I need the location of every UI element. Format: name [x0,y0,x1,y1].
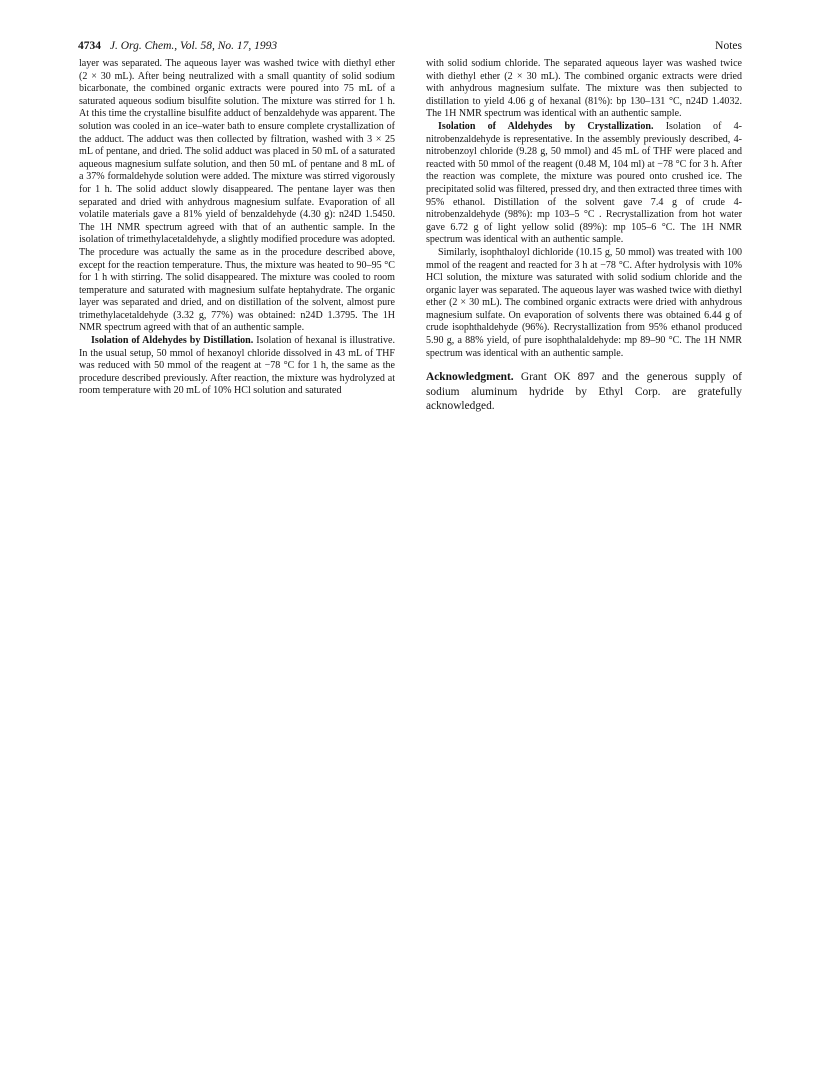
right-column [426,58,742,413]
paragraph-crystallization-body: Isolation of 4-nitrobenzaldehyde is representative. In the assembly previously described, 4-nitrobenzoyl chloride (9.28 g, 50 mmol) and 45 mL of THF were placed and reacted with 50 mmol of the reagent (0.48 M, 104 ml) at −78 °C for 3 h. After the reaction was complete, the mixture was poured onto crushed ice. The precipitated solid was filtered, pressed dry, and then extracted three times with 95% ethanol. Distillation of the solvent gave 7.4 g of crude 4-nitrobenzaldehyde (98%): mp 103–5 °C . Recrystallization from hot water gave 6.72 g of light yellow solid (89%): mp 105–6 °C. The 1H NMR spectrum was identical with an authentic sample. [426,120,743,246]
section-heading-crystallization: Isolation of Aldehydes by Crystallization. [438,120,654,132]
paragraph-benzaldehyde-isolation: layer was separated. The aqueous layer was washed twice with diethyl ether (2 × 30 mL). After being neutralized with a small quantity of solid sodium bicarbonate, the combined organic extracts were poured into 75 mL of a saturated aqueous sodium bisulfite solution. The mixture was stirred for 1 h. At this time the crystalline bisulfite adduct of benzaldehyde was apparent. The solution was cooled in an ice–water bath to ensure complete crystallization of the adduct. The adduct was then collected by filtration, washed with 3 × 25 mL of pentane, and dried. The solid adduct was placed in 50 mL of a saturated aqueous magnesium sulfate solution, and then 50 mL of pentane and 8 mL of a 37% formaldehyde solution were added. The mixture was stirred vigorously for 1 h. The solid adduct slowly disappeared. The pentane layer was then separated and dried with anhydrous magnesium sulfate. Evaporation of all volatile materials gave a 81% yield of benzaldehyde (4.30 g): n24D 1.5450. The 1H NMR spectrum agreed with that of an authentic sample. In the isolation of trimethylacetaldehyde, a slightly modified procedure was adopted. The procedure was actually the same as in the procedure described above, except for the reaction temperature. Thus, the mixture was heated to 90–95 °C for 1 h with stirring. The solid disappeared. The mixture was cooled to room temperature and saturated with magnesium sulfate heptahydrate. The organic layer was separated and dried, and on distillation of the solvent, almost pure trimethylacetaldehyde (3.32 g, 77%) was obtained: n24D 1.3795. The 1H NMR spectrum agreed with that of an authentic sample. [79,58,395,334]
acknowledgment-heading: Acknowledgment. [426,371,514,384]
section-heading-distillation: Isolation of Aldehydes by Distillation. [91,335,254,347]
paragraph-isophthalaldehyde: Similarly, isophthaloyl dichloride (10.15 g, 50 mmol) was treated with 100 mmol of the reagent and reacted for 3 h at −78 °C. After hydrolysis with 10% HCl solution, the mixture was saturated with solid sodium chloride and the organic layer was separated. The aqueous layer was washed twice with diethyl ether (2 × 30 mL). The combined organic extracts were dried with anhydrous magnesium sulfate. On evaporation of solvents there was obtained 6.44 g of crude isophthaldehyde (96%). Recrystallization from 95% ethanol produced 5.90 g, a 88% yield, of pure isophthalaldehyde: mp 89–90 °C. The 1H NMR spectrum was identical with an authentic sample. [426,246,742,359]
journal-citation: J. Org. Chem., Vol. 58, No. 17, 1993 [109,40,278,52]
paragraph-hexanal-continued: with solid sodium chloride. The separated aqueous layer was washed twice with diethyl ether (2 × 30 mL). The combined organic extracts were dried with anhydrous magnesium sulfate. The mixture was then subjected to distillation to yield 4.06 g of hexanal (81%): bp 130–131 °C, n24D 1.4032. The 1H NMR spectrum was identical with an authentic sample. [426,58,742,120]
paragraph-crystallization [426,121,742,247]
paragraph-distillation [79,335,395,398]
page-number: 4734 [78,40,101,52]
paragraph-distillation-body: Isolation of hexanal is illustrative. In the usual setup, 50 mmol of hexanoyl chloride dissolved in 43 mL of THF was reduced with 50 mmol of the reagent at −78 °C for 1 h, the same as the procedure described previously. After reaction, the mixture was hydrolyzed at room temperature with 20 mL of 10% HCl solution and saturated [79,335,396,397]
left-column [79,58,395,398]
acknowledgment-body: Grant OK 897 and the generous supply of sodium aluminum hydride by Ethyl Corp. are gratefully acknowledged. [426,371,742,413]
section-label: Notes [715,40,742,52]
acknowledgment [426,370,742,413]
running-header [78,38,742,54]
